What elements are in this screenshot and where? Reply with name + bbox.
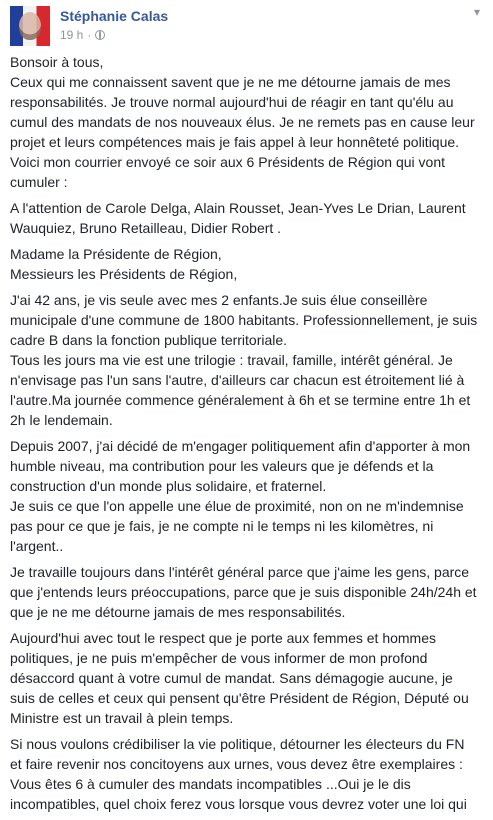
chevron-down-icon[interactable]: ▾ (473, 5, 481, 19)
meta-separator: · (87, 28, 92, 42)
post-paragraph: A l'attention de Carole Delga, Alain Rousset, Jean-Yves Le Drian, Laurent Wauquiez, Bruno Retailleau, Didier Robert . (10, 200, 466, 236)
post-paragraph: Je travaille toujours dans l'intérêt général parce que j'aime les gens, parce que j'entends leurs préoccupations, parce que je suis disponible 24h/24h et que je ne me détourne jamais de mes responsabilités. (10, 564, 477, 620)
post-body (10, 52, 480, 820)
post-paragraph: Bonsoir à tous, Ceux qui me connaissent savent que je ne me détourne jamais de mes responsabilités. Je trouve normal aujourd'hui de réagir en tant qu'élu au cumul des mandats de nos nouveaux élus. Je ne remets pas en cause leur projet et leurs compétences mais je fais appel à leur honnêteté politique. Voici mon courrier envoyé ce soir aux 6 Présidents de Région qui vont cumuler : (10, 54, 475, 190)
avatar-face (19, 12, 41, 40)
post-header (0, 0, 493, 52)
post-paragraph: J'ai 42 ans, je vis seule avec mes 2 enfants.Je suis élue conseillère municipale d'une commune de 1800 habitants. Professionnellement, je suis cadre B dans la fonction publique territoriale. Tous les jours ma vie est une trilogie : travail, famille, intérêt général. Je n'envisage pas l'un sans l'autre, d'ailleurs car chacun est étroitement lié à l'autre.Ma journée commence généralement à 6h et se termine entre 1h et 2h le lendemain. (10, 292, 478, 428)
author-name[interactable]: Stéphanie Calas (60, 8, 169, 24)
post-paragraph: Aujourd'hui avec tout le respect que je porte aux femmes et hommes politiques, je ne puis m'empêcher de vous informer de mon profond désaccord quant à votre cumul de mandat. Sans démagogie aucune, je suis de celles et ceux qui pensent qu'être Président de Région, Député ou Ministre est un travail à plein temps. (10, 630, 469, 726)
avatar[interactable] (10, 6, 50, 46)
globe-icon[interactable] (95, 30, 105, 40)
post-timestamp[interactable]: 19 h (60, 28, 84, 42)
post-paragraph: Depuis 2007, j'ai décidé de m'engager politiquement afin d'apporter à mon humble niveau, ma contribution pour les valeurs que je défends et la construction d'un monde plus solidaire, et fraternel. Je suis ce que l'on appelle une élue de proximité, non on ne m'indemnise pas pour ce que je fais, je ne compte ni le temps ni les kilomètres, ni l'argent.. (10, 438, 471, 554)
post-paragraph: Si nous voulons crédibiliser la vie politique, détourner les électeurs du FN et faire revenir nos concitoyens aux urnes, vous devez être exemplaires : Vous êtes 6 à cumuler des mandats incompatibles ...Oui je le dis incompatibles, quel choix ferez vous lorsque vous devrez voter une loi qui (10, 736, 467, 812)
post-paragraph: Madame la Présidente de Région, Messieurs les Présidents de Région, (10, 246, 238, 282)
post-meta (60, 28, 105, 42)
